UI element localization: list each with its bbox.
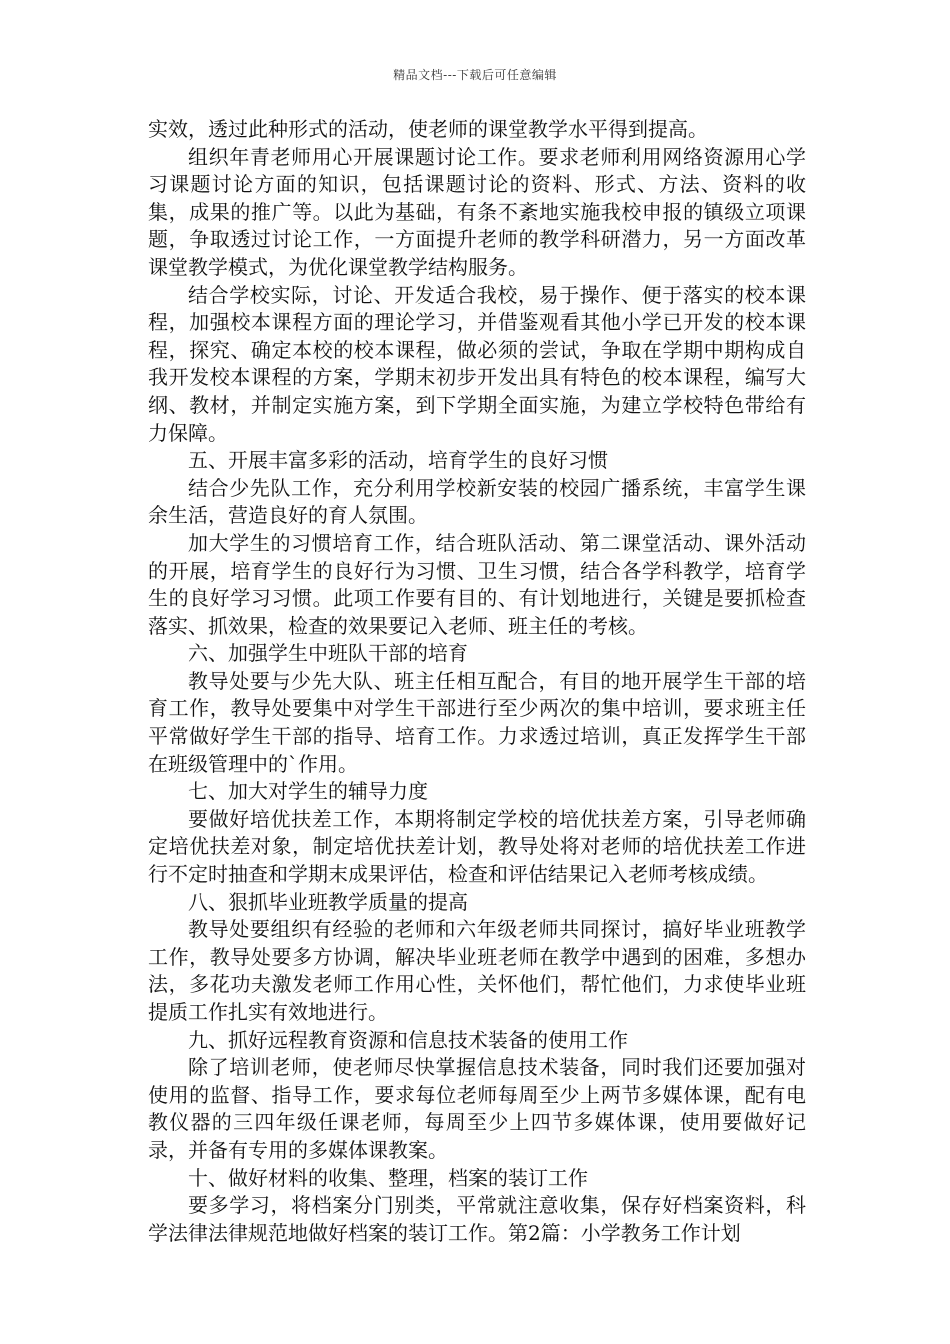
page-header: 精品文档---下载后可任意编辑 — [393, 68, 557, 82]
paragraph: 加大学生的习惯培育工作，结合班队活动、第二课堂活动、课外活动的开展，培育学生的良好行为习惯、卫生习惯，结合各学科教学，培育学生的良好学习习惯。此项工作要有目的、有计划地进行，关键是要抓检查落实、抓效果，检查的效果要记入老师、班主任的考核。 — [148, 530, 806, 638]
paragraph: 教导处要与少先大队、班主任相互配合，有目的地开展学生干部的培育工作，教导处要集中对学生干部进行至少两次的集中培训，要求班主任平常做好学生干部的指导、培育工作。力求透过培训，真正发挥学生干部在班级管理中的`作用。 — [148, 668, 806, 776]
section-heading: 九、抓好远程教育资源和信息技术装备的使用工作 — [188, 1027, 628, 1052]
document-body — [148, 116, 806, 1247]
section-heading: 五、开展丰富多彩的活动，培育学生的良好习惯 — [188, 448, 608, 473]
paragraph: 结合学校实际，讨论、开发适合我校，易于操作、便于落实的校本课程，加强校本课程方面的理论学习，并借鉴观看其他小学已开发的校本课程，探究、确定本校的校本课程，做必须的尝试，争取在学期中期构成自我开发校本课程的方案，学期末初步开发出具有特色的校本课程，编写大纲、教材，并制定实施方案，到下学期全面实施，为建立学校特色带给有力保障。 — [148, 282, 806, 445]
paragraph: 组织年青老师用心开展课题讨论工作。要求老师利用网络资源用心学习课题讨论方面的知识，包括课题讨论的资料、形式、方法、资料的收集，成果的推广等。以此为基础，有条不紊地实施我校申报的镇级立项课题，争取透过讨论工作，一方面提升老师的教学科研潜力，另一方面改革课堂教学模式，为优化课堂教学结构服务。 — [148, 144, 806, 279]
section-heading: 八、狠抓毕业班教学质量的提高 — [188, 889, 468, 914]
paragraph: 要做好培优扶差工作，本期将制定学校的培优扶差方案，引导老师确定培优扶差对象，制定培优扶差计划，教导处将对老师的培优扶差工作进行不定时抽查和学期末成果评估，检查和评估结果记入老师考核成绩。 — [148, 806, 806, 887]
paragraph: 要多学习，将档案分门别类，平常就注意收集，保存好档案资料，科学法律法律规范地做好档案的装订工作。第2篇：小学教务工作计划 — [148, 1193, 806, 1245]
section-heading: 六、加强学生中班队干部的培育 — [188, 641, 468, 666]
paragraph: 结合少先队工作，充分利用学校新安装的校园广播系统，丰富学生课余生活，营造良好的育人氛围。 — [148, 475, 806, 528]
paragraph: 教导处要组织有经验的老师和六年级老师共同探讨，搞好毕业班教学工作，教导处要多方协调，解决毕业班老师在教学中遇到的困难，多想办法，多花功夫激发老师工作用心性，关怀他们，帮忙他们，力求使毕业班提质工作扎实有效地进行。 — [148, 917, 806, 1024]
paragraph: 除了培训老师，使老师尽快掌握信息技术装备，同时我们还要加强对使用的监督、指导工作，要求每位老师每周至少上两节多媒体课，配有电教仪器的三四年级任课老师，每周至少上四节多媒体课，使用要做好记录，并备有专用的多媒体课教案。 — [148, 1055, 806, 1162]
section-heading: 十、做好材料的收集、整理，档案的装订工作 — [188, 1165, 588, 1190]
section-heading: 七、加大对学生的辅导力度 — [188, 779, 428, 804]
paragraph: 实效，透过此种形式的活动，使老师的课堂教学水平得到提高。 — [148, 117, 708, 141]
